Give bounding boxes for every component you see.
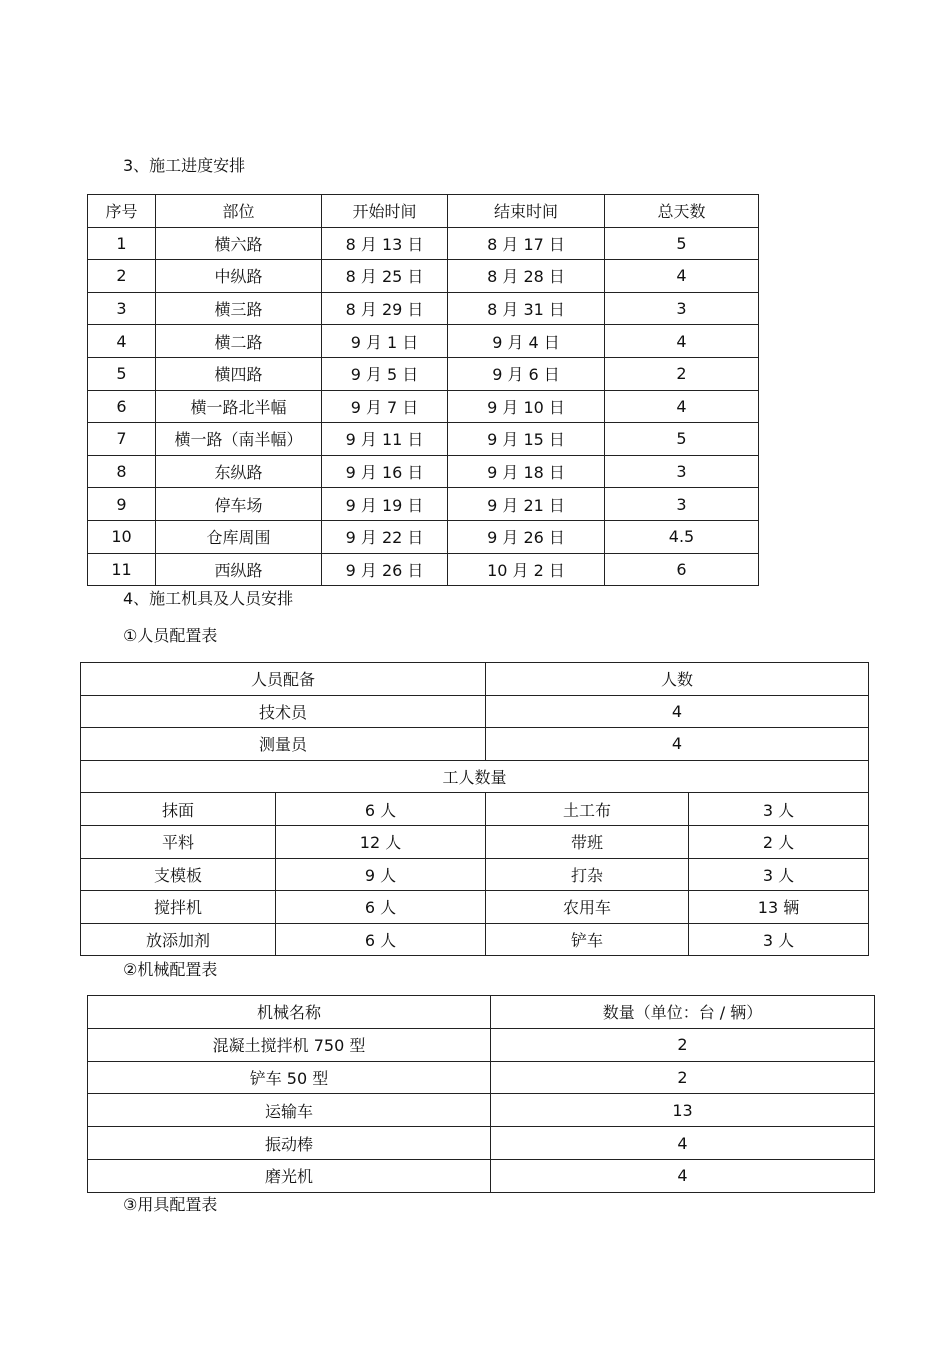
start-date-cell: 8 月 25 日 <box>322 260 448 293</box>
days-cell: 4 <box>605 325 759 358</box>
table-row <box>88 1094 875 1127</box>
machinery-table <box>87 995 875 1193</box>
worker-count: 3 人 <box>689 923 869 956</box>
end-date-cell: 9 月 21 日 <box>448 488 605 521</box>
days-cell: 4.5 <box>605 520 759 553</box>
header-cell: 数量（单位：台 / 辆） <box>491 996 875 1029</box>
location-cell: 东纵路 <box>156 455 322 488</box>
end-date-cell: 8 月 17 日 <box>448 227 605 260</box>
section3-title: 3、施工进度安排 <box>123 156 246 175</box>
header-cell: 总天数 <box>605 195 759 228</box>
location-cell: 横四路 <box>156 357 322 390</box>
end-date-cell: 9 月 26 日 <box>448 520 605 553</box>
workers-title: 工人数量 <box>81 760 869 793</box>
start-date-cell: 9 月 26 日 <box>322 553 448 586</box>
table-row <box>88 1028 875 1061</box>
staff-count: 4 <box>486 728 869 761</box>
table-row <box>81 760 869 793</box>
row-number-cell: 4 <box>88 325 156 358</box>
days-cell: 4 <box>605 260 759 293</box>
schedule-table <box>87 194 759 586</box>
personnel-subtitle: ①人员配置表 <box>123 626 218 645</box>
worker-count: 13 辆 <box>689 891 869 924</box>
start-date-cell: 9 月 5 日 <box>322 357 448 390</box>
header-cell: 序号 <box>88 195 156 228</box>
header-cell: 机械名称 <box>88 996 491 1029</box>
start-date-cell: 9 月 22 日 <box>322 520 448 553</box>
row-number-cell: 10 <box>88 520 156 553</box>
days-cell: 5 <box>605 227 759 260</box>
worker-count: 3 人 <box>689 793 869 826</box>
table-row <box>88 357 759 390</box>
end-date-cell: 9 月 15 日 <box>448 423 605 456</box>
table-row <box>81 728 869 761</box>
machinery-subtitle: ②机械配置表 <box>123 960 218 979</box>
end-date-cell: 8 月 28 日 <box>448 260 605 293</box>
table-row <box>81 891 869 924</box>
table-row <box>81 793 869 826</box>
row-number-cell: 3 <box>88 292 156 325</box>
worker-role: 铲车 <box>486 923 689 956</box>
table-header-row <box>88 195 759 228</box>
table-row <box>88 553 759 586</box>
header-cell: 人员配备 <box>81 663 486 696</box>
start-date-cell: 9 月 7 日 <box>322 390 448 423</box>
worker-count: 2 人 <box>689 825 869 858</box>
table-row <box>88 423 759 456</box>
machine-name-cell: 运输车 <box>88 1094 491 1127</box>
staff-role: 测量员 <box>81 728 486 761</box>
end-date-cell: 9 月 18 日 <box>448 455 605 488</box>
days-cell: 3 <box>605 292 759 325</box>
days-cell: 3 <box>605 488 759 521</box>
machine-count-cell: 13 <box>491 1094 875 1127</box>
start-date-cell: 9 月 1 日 <box>322 325 448 358</box>
worker-count: 6 人 <box>276 891 486 924</box>
machine-name-cell: 铲车 50 型 <box>88 1061 491 1094</box>
days-cell: 6 <box>605 553 759 586</box>
location-cell: 横三路 <box>156 292 322 325</box>
days-cell: 5 <box>605 423 759 456</box>
row-number-cell: 5 <box>88 357 156 390</box>
table-row <box>81 858 869 891</box>
machine-count-cell: 4 <box>491 1127 875 1160</box>
worker-role: 土工布 <box>486 793 689 826</box>
table-row <box>88 1159 875 1192</box>
table-row <box>88 520 759 553</box>
row-number-cell: 9 <box>88 488 156 521</box>
worker-count: 6 人 <box>276 923 486 956</box>
worker-role: 搅拌机 <box>81 891 276 924</box>
table-row <box>88 1127 875 1160</box>
location-cell: 横一路（南半幅） <box>156 423 322 456</box>
end-date-cell: 9 月 4 日 <box>448 325 605 358</box>
row-number-cell: 11 <box>88 553 156 586</box>
table-row <box>88 227 759 260</box>
table-row <box>88 292 759 325</box>
location-cell: 西纵路 <box>156 553 322 586</box>
end-date-cell: 8 月 31 日 <box>448 292 605 325</box>
staff-count: 4 <box>486 695 869 728</box>
days-cell: 3 <box>605 455 759 488</box>
row-number-cell: 7 <box>88 423 156 456</box>
machine-count-cell: 2 <box>491 1028 875 1061</box>
personnel-table <box>80 662 869 956</box>
machine-count-cell: 4 <box>491 1159 875 1192</box>
header-cell: 部位 <box>156 195 322 228</box>
section4-title: 4、施工机具及人员安排 <box>123 589 294 608</box>
header-cell: 结束时间 <box>448 195 605 228</box>
location-cell: 中纵路 <box>156 260 322 293</box>
table-row <box>88 1061 875 1094</box>
location-cell: 横一路北半幅 <box>156 390 322 423</box>
machine-name-cell: 混凝土搅拌机 750 型 <box>88 1028 491 1061</box>
machine-name-cell: 磨光机 <box>88 1159 491 1192</box>
worker-count: 12 人 <box>276 825 486 858</box>
header-cell: 开始时间 <box>322 195 448 228</box>
worker-role: 平料 <box>81 825 276 858</box>
table-row <box>88 390 759 423</box>
end-date-cell: 10 月 2 日 <box>448 553 605 586</box>
days-cell: 2 <box>605 357 759 390</box>
machine-count-cell: 2 <box>491 1061 875 1094</box>
days-cell: 4 <box>605 390 759 423</box>
start-date-cell: 9 月 11 日 <box>322 423 448 456</box>
worker-role: 放添加剂 <box>81 923 276 956</box>
row-number-cell: 8 <box>88 455 156 488</box>
start-date-cell: 8 月 29 日 <box>322 292 448 325</box>
header-cell: 人数 <box>486 663 869 696</box>
worker-role: 抹面 <box>81 793 276 826</box>
table-row <box>81 923 869 956</box>
table-row <box>88 455 759 488</box>
tools-subtitle: ③用具配置表 <box>123 1195 218 1214</box>
location-cell: 横二路 <box>156 325 322 358</box>
machine-name-cell: 振动棒 <box>88 1127 491 1160</box>
worker-count: 3 人 <box>689 858 869 891</box>
worker-count: 9 人 <box>276 858 486 891</box>
worker-role: 农用车 <box>486 891 689 924</box>
table-header-row <box>81 663 869 696</box>
start-date-cell: 9 月 16 日 <box>322 455 448 488</box>
start-date-cell: 9 月 19 日 <box>322 488 448 521</box>
worker-role: 打杂 <box>486 858 689 891</box>
staff-role: 技术员 <box>81 695 486 728</box>
table-row <box>81 695 869 728</box>
location-cell: 仓库周围 <box>156 520 322 553</box>
row-number-cell: 6 <box>88 390 156 423</box>
end-date-cell: 9 月 10 日 <box>448 390 605 423</box>
location-cell: 横六路 <box>156 227 322 260</box>
location-cell: 停车场 <box>156 488 322 521</box>
end-date-cell: 9 月 6 日 <box>448 357 605 390</box>
row-number-cell: 2 <box>88 260 156 293</box>
start-date-cell: 8 月 13 日 <box>322 227 448 260</box>
table-row <box>88 260 759 293</box>
table-row <box>81 825 869 858</box>
row-number-cell: 1 <box>88 227 156 260</box>
worker-count: 6 人 <box>276 793 486 826</box>
worker-role: 支模板 <box>81 858 276 891</box>
worker-role: 带班 <box>486 825 689 858</box>
table-row <box>88 325 759 358</box>
table-row <box>88 488 759 521</box>
table-header-row <box>88 996 875 1029</box>
